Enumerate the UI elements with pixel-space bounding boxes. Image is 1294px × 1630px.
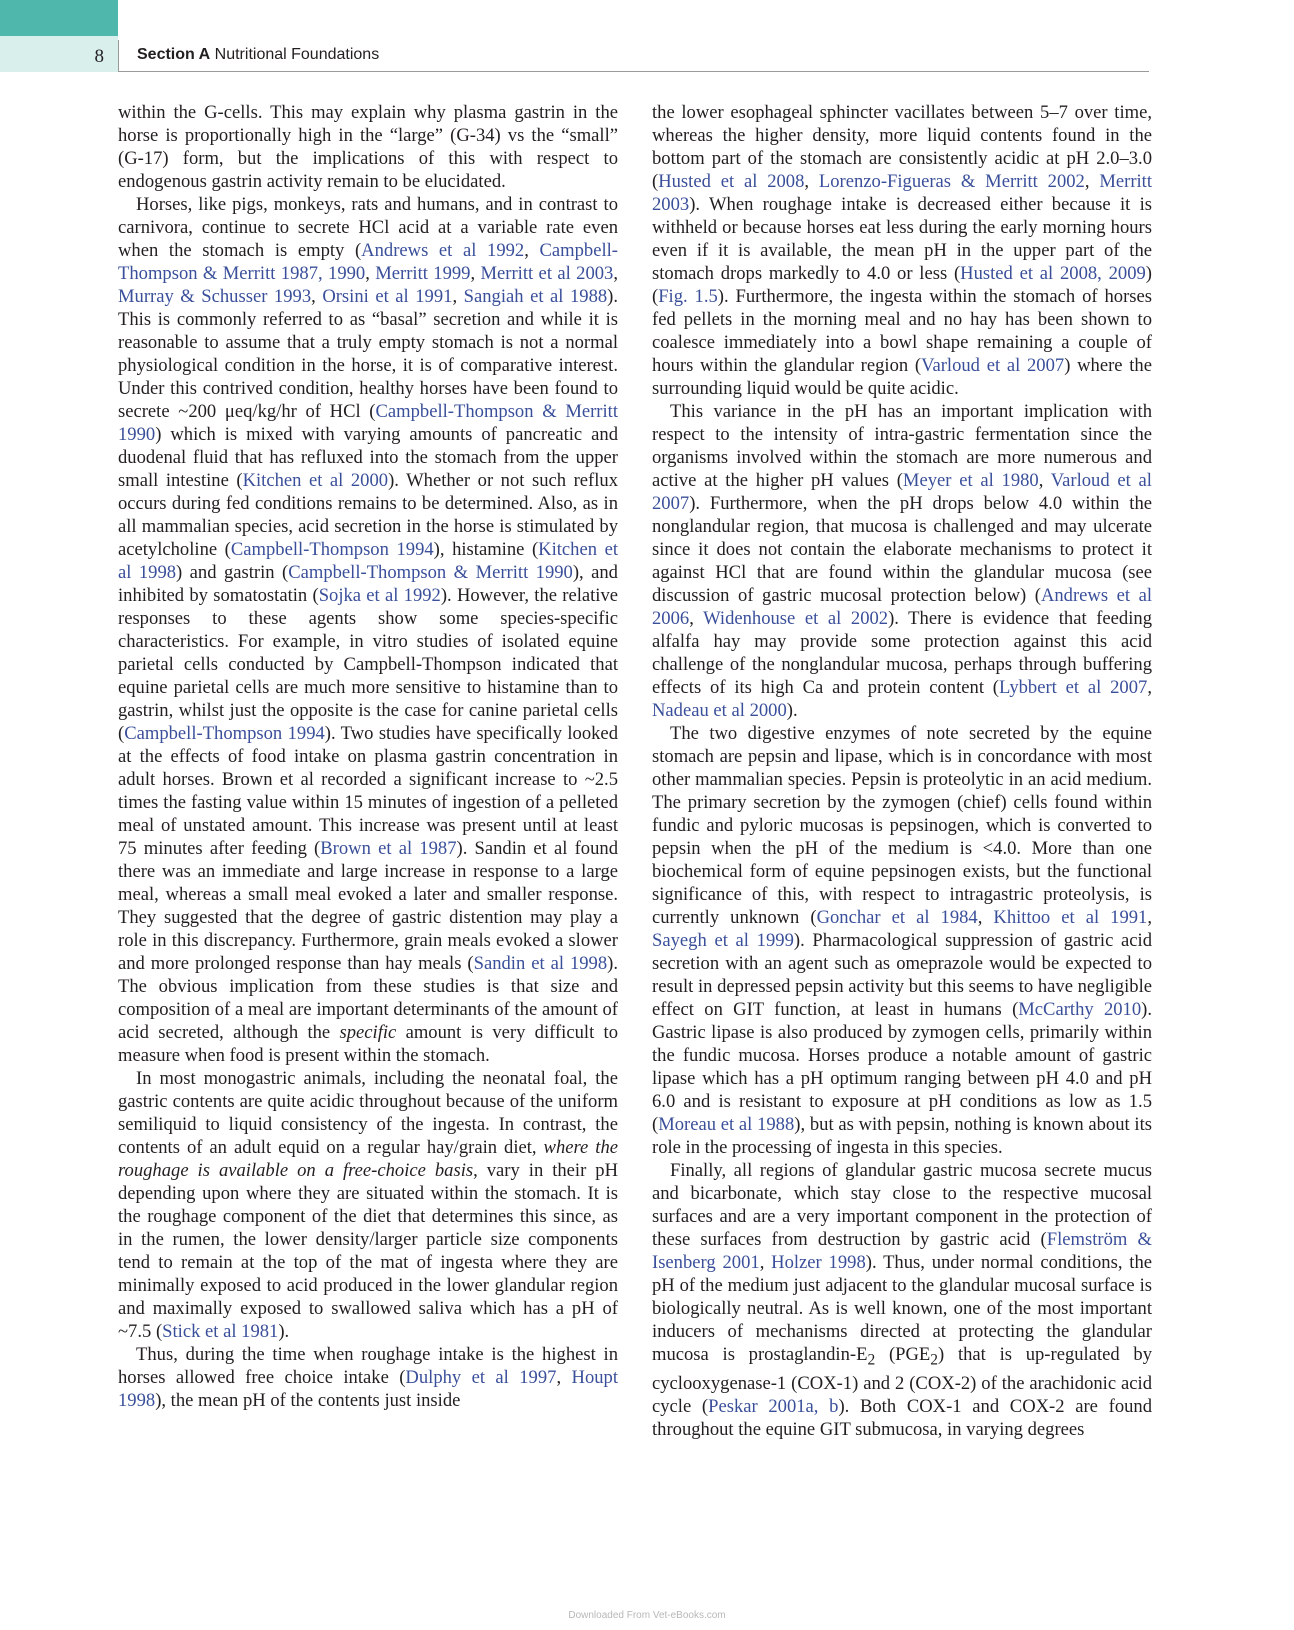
text-run: ) ( — [652, 263, 1152, 307]
page-number: 8 — [94, 46, 104, 67]
citation-link[interactable]: Andrews et al 2006 — [652, 585, 1153, 629]
text-run: ). Gastric lipase is also produced by zymogen cells, primarily within the fundic mucosa. Horses produce a notable amount of gastric lipase which has a pH optimum ranging between pH 4.0 and pH 6.0 and is resistant to exposure at pH conditions as low as 1.5 ( — [652, 999, 1152, 1135]
text-run: , — [1147, 677, 1152, 698]
citation-link[interactable]: Peskar 2001a, b — [708, 1395, 839, 1417]
text-run: ). Both COX-1 and COX-2 are found throughout the equine GIT submucosa, in varying degrees — [652, 1395, 1153, 1440]
citation-link[interactable]: Stick et al 1981 — [162, 1321, 279, 1342]
text-run: ) that is up-regulated by cyclooxygenase-1 (COX-1) and 2 (COX-2) of the arachidonic acid cycle ( — [652, 1344, 1153, 1417]
text-run: ). Pharmacological suppression of gastric acid secretion with an agent such as omeprazole would be expected to result in depressed pepsin activity but this seems to have negligible effect on GIT function, at least in humans ( — [652, 930, 1152, 1020]
text-run: , — [759, 1252, 772, 1273]
text-run: ). — [278, 1321, 290, 1342]
paragraph — [118, 1067, 618, 1343]
text-run: , — [311, 286, 323, 307]
text-run: ). However, the relative responses to these agents show some species-specific characteristics. For example, in vitro studies of isolated equine parietal cells conducted by Campbell-Thompson indicated that equine parietal cells are much more sensitive to histamine than to gastrin, whilst just the opposite is the case for canine parietal cells ( — [118, 585, 618, 744]
text-run: ). There is evidence that feeding alfalfa hay may provide some protection against this acid challenge of the nonglandular mucosa, perhaps through buffering effects of its high Ca and protein content ( — [652, 608, 1152, 698]
citation-link[interactable]: Campbell-Thompson & Merritt 1990 — [288, 562, 573, 583]
text-run: ), and inhibited by somatostatin ( — [118, 562, 618, 606]
text-run: , — [452, 286, 464, 307]
citation-link[interactable]: Varloud et al 2007 — [652, 470, 1152, 514]
text-run: ). This is commonly referred to as “basal” secretion and while it is reasonable to assume that a truly empty stomach is not a normal physiological condition in the horse, it is of comparative interest. Under this contrived condition, healthy horses have been found to secrete ~200 μeq/kg/hr of HCl ( — [118, 286, 619, 422]
citation-link[interactable]: Kitchen et al 1998 — [118, 539, 618, 583]
citation-link[interactable]: Lybbert et al 2007 — [999, 677, 1148, 698]
citation-link[interactable]: McCarthy 2010 — [1018, 999, 1142, 1020]
footer-watermark: Downloaded From Vet-eBooks.com — [568, 1610, 726, 1621]
citation-link[interactable]: Campbell-Thompson 1994 — [230, 539, 434, 560]
text-run: , — [1147, 907, 1152, 928]
text-run: Finally, all regions of glandular gastric mucosa secrete mucus and bicarbonate, which stay close to the respective mucosal surfaces and are a very important component in the protection of these surfaces from destruction by gastric acid ( — [652, 1160, 1152, 1250]
text-run: ), the mean pH of the contents just inside — [155, 1390, 461, 1411]
citation-link[interactable]: Meyer et al 1980 — [902, 470, 1039, 491]
text-run: This variance in the pH has an important implication with respect to the intensity of intra-gastric fermentation since the organisms involved within the stomach are more numerous and active at the higher pH values ( — [652, 401, 1152, 491]
citation-link[interactable]: Holzer 1998 — [771, 1252, 866, 1273]
text-run: ), histamine ( — [433, 539, 539, 560]
text-run: , — [613, 263, 618, 284]
paragraph — [652, 722, 1152, 1159]
text-run: ) which is mixed with varying amounts of pancreatic and duodenal fluid that has refluxed into the stomach from the upper small intestine ( — [118, 424, 618, 491]
citation-link[interactable]: Murray & Schusser 1993 — [118, 286, 312, 307]
section-label: Section A — [137, 46, 211, 63]
text-run: In most monogastric animals, including the neonatal foal, the gastric contents are quite acidic throughout because of the uniform semiliquid to liquid consistency of the ingesta. In contrast, the contents of an adult equid on a regular hay/grain diet, — [118, 1068, 618, 1158]
citation-link[interactable]: Sandin et al 1998 — [473, 953, 608, 974]
citation-link[interactable]: Flemström & Isenberg 2001 — [652, 1229, 1153, 1273]
section-tab-marker — [0, 0, 118, 36]
text-run: ). When roughage intake is decreased either because it is withheld or because horses eat less during the early morning hours even if it is available, the mean pH in the upper part of the stomach drops markedly to 4.0 or less ( — [652, 194, 1152, 284]
citation-link[interactable]: Sayegh et al 1999 — [652, 930, 794, 951]
section-title: Nutritional Foundations — [214, 46, 380, 63]
text-run: within the G-cells. This may explain why plasma gastrin in the horse is proportionally high in the “large” (G-34) vs the “small” (G-17) form, but the implications of this with respect to endogenous gastrin activity remain to be elucidated. — [118, 102, 618, 192]
emphasis-text: specific — [339, 1022, 397, 1043]
text-run: , — [804, 171, 819, 192]
text-run: ). The obvious implication from these studies is that size and composition of a meal are important determinants of the amount of acid secreted, although the — [118, 953, 618, 1043]
paragraph — [652, 400, 1152, 722]
left-text-column — [118, 101, 618, 1412]
subscript: 2 — [867, 1351, 876, 1369]
text-run: ) and gastrin ( — [176, 562, 289, 583]
text-run: ). Thus, under normal conditions, the pH of the medium just adjacent to the glandular mucosal surface is biologically neutral. As is well known, one of the most important inducers of mechanisms directed at protecting the glandular mucosa is prostaglandin-E — [652, 1252, 1152, 1365]
citation-link[interactable]: Campbell-Thompson 1994 — [124, 723, 325, 744]
text-run: the lower esophageal sphincter vacillates between 5–7 over time, whereas the higher density, more liquid contents found in the bottom part of the stomach are consistently acidic at pH 2.0–3.0 ( — [652, 102, 1152, 192]
citation-link[interactable]: Orsini et al 1991 — [322, 286, 453, 307]
right-text-column — [652, 101, 1152, 1441]
citation-link[interactable]: Khittoo et al 1991 — [993, 907, 1148, 928]
text-run: , — [977, 907, 994, 928]
citation-link[interactable]: Sangiah et al 1988 — [463, 286, 608, 307]
paragraph — [118, 193, 618, 1067]
text-run: ), but as with pepsin, nothing is known about its role in the processing of ingesta in this species. — [652, 1114, 1152, 1158]
citation-link[interactable]: Campbell-Thompson & Merritt 1987, 1990 — [118, 240, 618, 284]
paragraph — [652, 1159, 1152, 1441]
citation-link[interactable]: Houpt 1998 — [118, 1367, 618, 1411]
text-run: amount is very difficult to measure when food is present within the stomach. — [118, 1022, 618, 1066]
text-run: , — [689, 608, 704, 629]
running-header — [137, 46, 379, 64]
citation-link[interactable]: Merritt et al 2003 — [480, 263, 614, 284]
header-rule — [118, 71, 1149, 72]
text-run: , — [1038, 470, 1051, 491]
text-run: ). Furthermore, the ingesta within the stomach of horses fed pellets in the morning meal and no hay has been shown to coalesce immediately into a bowl shape remaining a couple of hours within the glandular region ( — [652, 286, 1152, 376]
text-run: , — [556, 1367, 572, 1388]
paragraph — [118, 101, 618, 193]
text-run: ). Whether or not such reflux occurs during fed conditions remains to be determined. Also, as in all mammalian species, acid secretion in the horse is stimulated by acetylcholine ( — [118, 470, 618, 560]
citation-link[interactable]: Merritt 1999 — [375, 263, 471, 284]
citation-link[interactable]: Andrews et al 1992 — [361, 240, 525, 261]
citation-link[interactable]: Husted et al 2008, 2009 — [960, 263, 1146, 284]
text-run: ). — [786, 700, 798, 721]
text-run: ) where the surrounding liquid would be quite acidic. — [652, 355, 1152, 399]
citation-link[interactable]: Fig. 1.5 — [658, 286, 718, 307]
citation-link[interactable]: Varloud et al 2007 — [921, 355, 1065, 376]
text-run: , — [470, 263, 481, 284]
text-run: ). Two studies have specifically looked at the effects of food intake on plasma gastrin concentration in adult horses. Brown et al recorded a significant increase to ~2.5 times the fasting value within 15 minutes of ingestion of a pelleted meal of unstated amount. This increase was present until at least 75 minutes after feeding ( — [118, 723, 618, 859]
text-run: , — [524, 240, 540, 261]
text-run: , — [1084, 171, 1100, 192]
citation-link[interactable]: Nadeau et al 2000 — [652, 700, 787, 721]
citation-link[interactable]: Moreau et al 1988 — [658, 1114, 795, 1135]
citation-link[interactable]: Sojka et al 1992 — [318, 585, 441, 606]
text-run: The two digestive enzymes of note secreted by the equine stomach are pepsin and lipase, which is in concordance with most other mammalian species. Pepsin is proteolytic in an acid medium. The primary secretion by the zymogen (chief) cells found within fundic and pyloric mucosas is pepsinogen, which is converted to pepsin when the pH of the medium is <4.0. More than one biochemical form of equine pepsinogen exists, but the functional significance of this, with respect to intragastric proteolysis, is currently unknown ( — [652, 723, 1152, 928]
citation-link[interactable]: Widenhouse et al 2002 — [703, 608, 889, 629]
citation-link[interactable]: Husted et al 2008 — [658, 171, 805, 192]
citation-link[interactable]: Lorenzo-Figueras & Merritt 2002 — [818, 171, 1085, 192]
text-run: ). Sandin et al found there was an immediate and large increase in response to a large meal, whereas a small meal evoked a later and smaller response. They suggested that the degree of gastric distention may play a role in this discrepancy. Furthermore, grain meals evoked a slower and more prolonged response than hay meals ( — [118, 838, 618, 974]
paragraph — [118, 1343, 618, 1412]
paragraph — [652, 101, 1152, 400]
text-run: , — [365, 263, 376, 284]
text-run: , vary in their pH depending upon where they are situated within the stomach. It is the roughage component of the diet that determines this since, as in the rumen, the lower density/larger particle size components tend to remain at the top of the mat of ingesta where they are minimally exposed to acid produced in the lower glandular region and maximally exposed to swallowed saliva which has a pH of ~7.5 ( — [118, 1160, 618, 1342]
citation-link[interactable]: Dulphy et al 1997 — [405, 1367, 557, 1388]
text-run: (PGE — [875, 1344, 931, 1365]
citation-link[interactable]: Merritt 2003 — [652, 171, 1153, 215]
subscript: 2 — [930, 1351, 939, 1369]
header-divider-vertical — [118, 40, 119, 72]
text-run: Thus, during the time when roughage intake is the highest in horses allowed free choice intake ( — [118, 1344, 618, 1388]
text-run: Horses, like pigs, monkeys, rats and humans, and in contrast to carnivora, continue to secrete HCl acid at a variable rate even when the stomach is empty ( — [118, 194, 618, 261]
emphasis-text: where the roughage is available on a free-choice basis — [118, 1137, 618, 1181]
citation-link[interactable]: Campbell-Thompson & Merritt 1990 — [118, 401, 618, 445]
text-run: ). Furthermore, when the pH drops below 4.0 within the nonglandular region, that mucosa is challenged and may ulcerate since it does not contain the elaborate mechanisms to protect it against HCl that are found within the glandular mucosa (see discussion of gastric mucosal protection below) ( — [652, 493, 1152, 606]
citation-link[interactable]: Gonchar et al 1984 — [816, 907, 978, 928]
citation-link[interactable]: Kitchen et al 2000 — [242, 470, 389, 491]
citation-link[interactable]: Brown et al 1987 — [320, 838, 457, 859]
